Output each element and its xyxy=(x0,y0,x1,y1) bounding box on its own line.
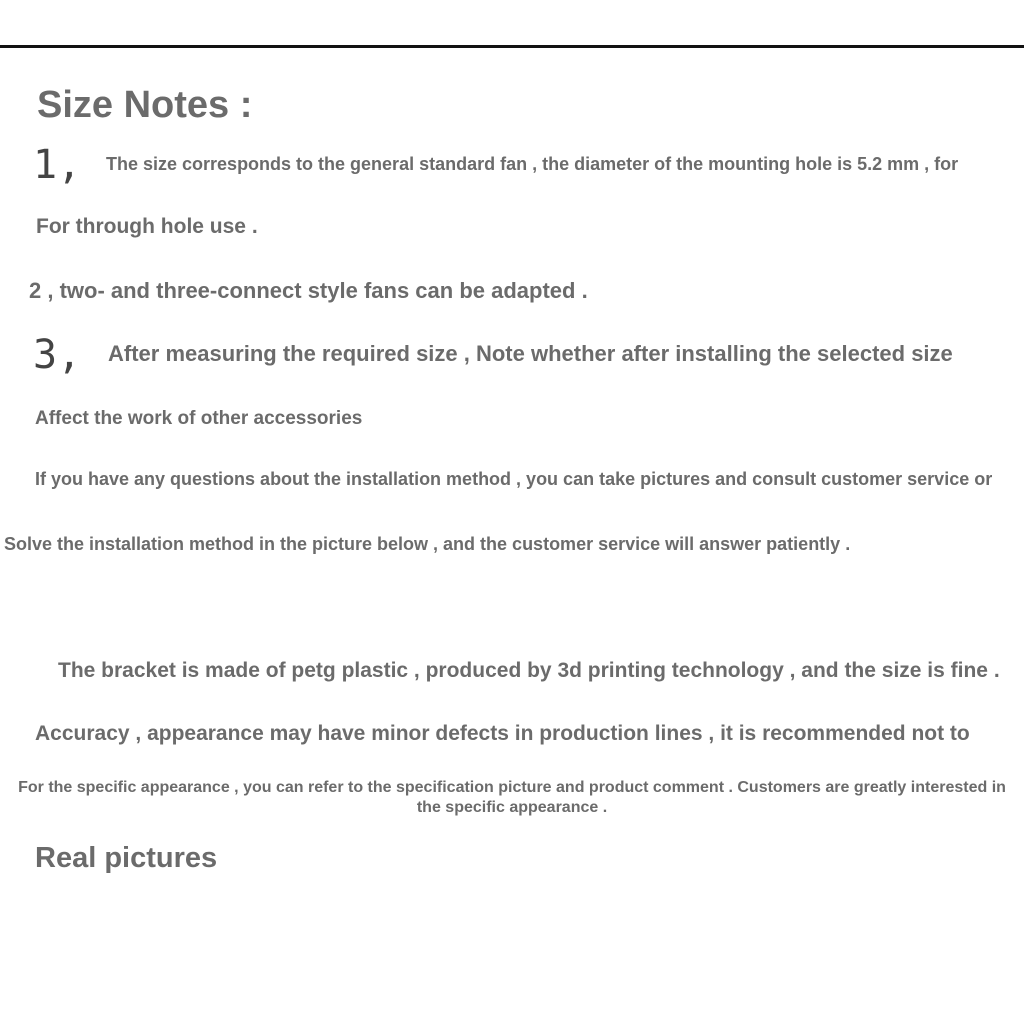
note-3-text-line-2: Affect the work of other accessories xyxy=(35,408,363,429)
top-divider xyxy=(0,45,1024,48)
note-3-text-line-1: After measuring the required size , Note whether after installing the selected size xyxy=(108,341,953,366)
note-1-marker: 1, xyxy=(33,142,82,188)
material-text-line-2: Accuracy , appearance may have minor defects in production lines , it is recommended not to xyxy=(35,722,970,745)
page-title: Size Notes : xyxy=(37,84,253,126)
note-2-text: 2 , two- and three-connect style fans can be adapted . xyxy=(29,278,588,303)
note-1-text-line-1: The size corresponds to the general standard fan , the diameter of the mounting hole is 5.2 mm , for xyxy=(106,154,959,174)
note-3-marker: 3, xyxy=(33,332,82,378)
material-text-line-1: The bracket is made of petg plastic , produced by 3d printing technology , and the size is fine . xyxy=(58,659,1000,682)
real-pictures-heading: Real pictures xyxy=(35,842,218,874)
questions-text-line-1: If you have any questions about the installation method , you can take pictures and consult customer service or xyxy=(35,469,993,489)
appearance-note: For the specific appearance , you can refer to the specification picture and product comment . Customers are greatly interested in the specific appearance . xyxy=(18,779,1006,816)
questions-text-line-2: Solve the installation method in the picture below , and the customer service will answer patiently . xyxy=(4,534,851,554)
note-1-text-line-2: For through hole use . xyxy=(36,215,258,238)
